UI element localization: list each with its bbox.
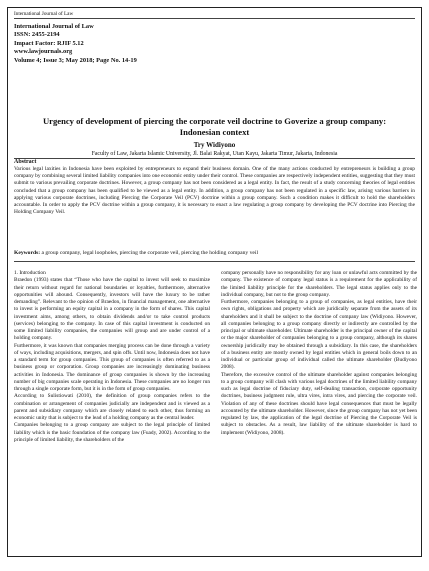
keywords-label: Keywords:	[14, 250, 41, 256]
body-paragraph: Furthermore, companies belonging to a group of companies, as legal entities, have their own rights, obligations and property which are juridically separate from the assets of its shareholders and it shall be subject to the doctrine of company law (Widiyono. However, all companies belonging to a group company directly or indirectly are controlled by the principal or ultimate shareholder. Ultimate shareholder is the principal owner of the capital or the major shareholder of companies belonging to a group company, although its shares ownership juridically may be obtained through a subsidiary. In this case, the shareholders of a business entity are mostly owned by legal entities which in general boils down to an individual or particular group of individual called the ultimate shareholder (Budiyono 2008).	[221, 299, 417, 371]
keywords-line	[14, 250, 415, 257]
journal-issn: ISSN: 2455-2194	[14, 31, 60, 39]
abstract-text: Various legal laxities in Indonesia have been exploited by entrepreneurs to expand their business domain. One of the many actions conducted by entrepreneurs is building a group company by combining several limited liability companies into one economic entity under their control. These companies are respectively independent entities, suggesting that they must submit to various prevailing corporate doctrines. However, a group company has not been considered as a legal entity. In fact, the result of a study concerning theories of legal entities concluded that a group company has been qualified to be viewed as a legal entity. In addition, a group company has not been regulated in a specific law, arising various barriers in applying various corporate doctrines, including Piercing the Corporate Veil (PCV) doctrine within a group company. Such a condition makes it difficult to hold the shareholders accountable. In order to apply the PCV doctrine within a group company, it is necessary to enact a law regulating a group company by developing the PCV doctrine into Piercing the Holding Company Veil.	[14, 166, 415, 216]
section-heading-introduction: 1. Introduction	[14, 270, 46, 276]
journal-impact-factor: Impact Factor: RJIF 5.12	[14, 39, 84, 47]
body-paragraph: Braedon (1993) states that “Those who have the capital to invest will seek to maximize their return without regard for national boundaries or loyalties, furthermore, alternative opportunities will abound. Consequently, investors will have the luxury to be rather demanding”. Relevant to the opinion of Braedon, in financial management, one alternative to invest is performing an equity capital in a company in the form of shares. This capital investment aims, among others, to obtain dividends and/or to take control products (services) belonging to the company. In case of this capital investment is conducted on some limited liability companies, the companies will group and are under control of a holding company.	[14, 277, 210, 342]
body-left-column	[14, 270, 210, 444]
body-paragraph: Companies belonging to a group company are subject to the legal principle of limited liability which is the basic foundation of the company law (Fuady, 2002). According to the principle of limited liability, the shareholders of the	[14, 422, 210, 443]
keywords-text: a group company, legal loopholes, piercing the corporate veil, piercing the holding company veil	[41, 250, 258, 256]
journal-page	[7, 7, 422, 557]
body-paragraph: Furthermore, it was known that companies merging process can be done through a variety of ways, including acquisitions, mergers, and spin offs. Until now, Indonesia does not have a standard term for group companies. This group of companies is often referred to as a business group or corporation. Group companies are increasingly dominating business activities in Indonesia. The dominance of group companies is shown by the increasing number of big companies scale operating in Indonesia. These companies are no longer run through a single corporate form, but it is in the form of group companies.	[14, 342, 210, 392]
running-head: International Journal of Law	[14, 11, 74, 17]
journal-name: International Journal of Law	[14, 23, 94, 30]
journal-website[interactable]: www.lawjournals.org	[14, 48, 73, 56]
body-paragraph: company personally have no responsibility for any loan or unlawful acts committed by the company. The existence of company legal status is a requirement for the applicability of the limited liability principle for the shareholders. The legal status applies only to the individual company, but not to the group company.	[221, 270, 417, 298]
body-paragraph: According to Sulistiowati (2010), the definition of group companies refers to the combination or arrangement of companies judicially are independent and is viewed as a parent and subsidiary company which are closely related to each other, thus forming an economic unity that is subject to the lead of a holding company as the central leader.	[14, 393, 210, 421]
header-rule	[14, 18, 415, 19]
abstract-top-rule	[14, 158, 415, 159]
article-title: Urgency of development of piercing the corporate veil doctrine to Goverize a group company: Indonesian context	[42, 116, 387, 137]
author-affiliation: Faculty of Law, Jakarta Islamic University, Jl. Balai Rakyat, Utan Kayu, Jakarta Timur, Jakarta, Indonesia	[91, 151, 338, 157]
keywords-bottom-rule	[14, 261, 415, 262]
abstract-heading: Abstract	[14, 159, 37, 165]
journal-volume-info: Volume 4; Issue 3; May 2018; Page No. 14-19	[14, 56, 137, 64]
article-author: Try Widiyono	[193, 141, 236, 149]
journal-meta-block	[14, 23, 137, 65]
body-right-column	[221, 270, 417, 437]
body-paragraph: Therefore, the excessive control of the ultimate shareholder against companies belonging to a group company will clash with various legal doctrines of the limited liability company such as legal doctrine of fiduciary duty, self-dealing transaction, corporate opportunity doctrines, business judgment rule, ultra vires, intra vires, and piercing the corporate veil. Violation of any of these doctrines should have legal consequences that must be legally accounted by the ultimate shareholder. However, since the group company has not yet been regulated by law, the application of the legal doctrine of Piercing the Corporate Veil is subject to obstacles. As a result, law liability of the ultimate shareholder is hard to implement (Widiyono, 2008).	[221, 371, 417, 436]
